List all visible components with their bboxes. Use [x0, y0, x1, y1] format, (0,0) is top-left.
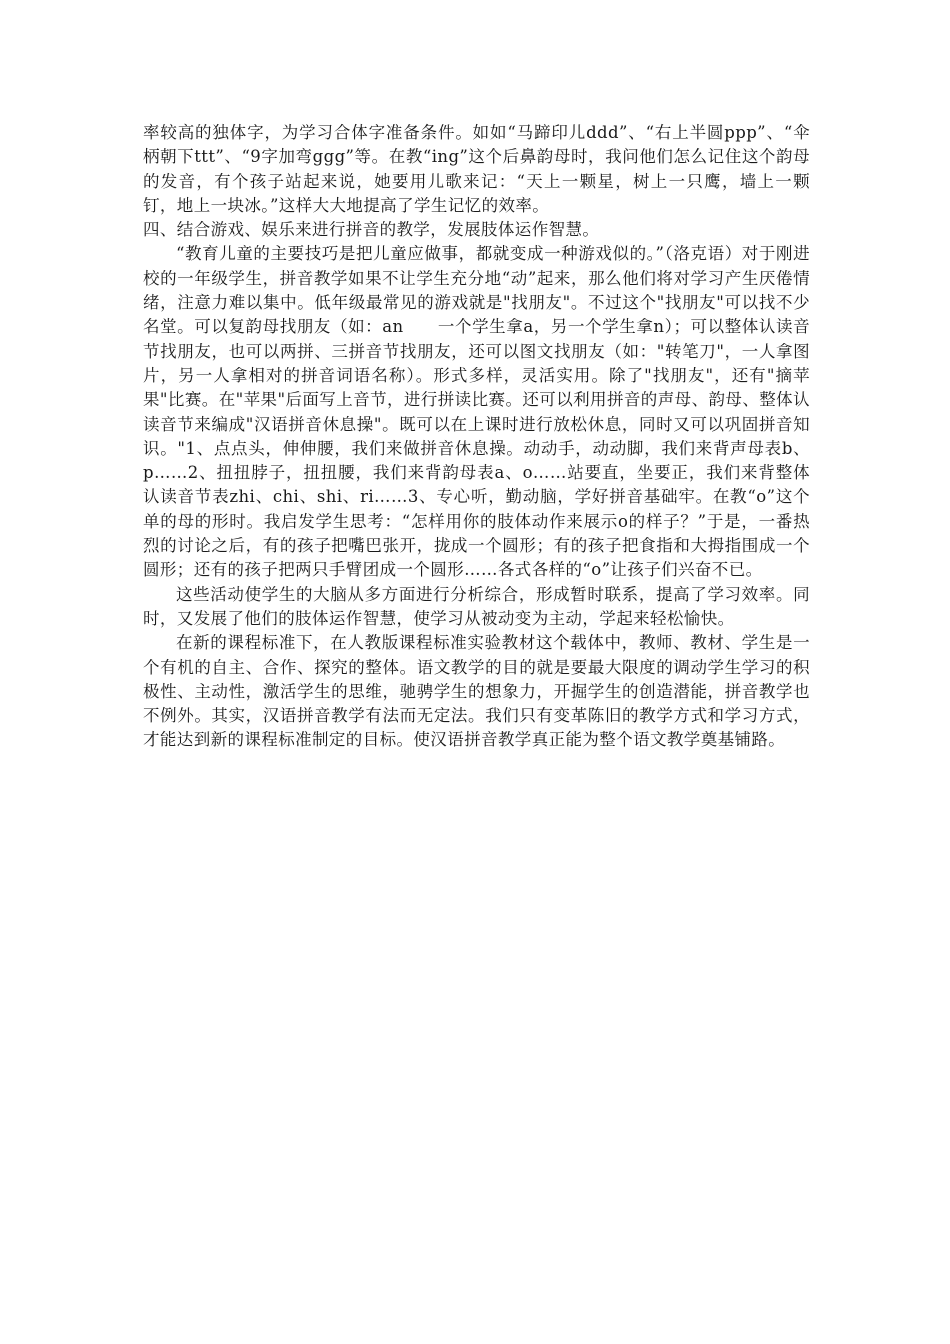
document-body: [143, 121, 810, 753]
paragraph-memory-rhymes: 率较高的独体字，为学习合体字准备条件。如如“马蹄印儿ddd”、“右上半圆ppp”、“伞柄朝下ttt”、“9字加弯ggg”等。在教“ing”这个后鼻韵母时，我问他们怎么记住这个韵母的发音，有个孩子站起来说，她要用儿歌来记：“天上一颗星，树上一只鹰，墙上一颗钉，地上一块冰。”这样大大地提高了学生记忆的效率。: [143, 123, 810, 215]
section-heading-games: 四、结合游戏、娱乐来进行拼音的教学，发展肢体运作智慧。: [143, 220, 600, 240]
paragraph-activity-benefits: 这些活动使学生的大脑从多方面进行分析综合，形成暂时联系，提高了学习效率。同时，又发展了他们的肢体运作智慧，使学习从被动变为主动，学起来轻松愉快。: [143, 584, 810, 628]
paragraph-conclusion: 在新的课程标准下，在人教版课程标准实验教材这个载体中，教师、教材、学生是一个有机的自主、合作、探究的整体。语文教学的目的就是要最大限度的调动学生学习的积极性、主动性，激活学生的思维，驰骋学生的想象力，开掘学生的创造潜能，拼音教学也不例外。其实，汉语拼音教学有法而无定法。我们只有变革陈旧的教学方式和学习方式，才能达到新的课程标准制定的目标。使汉语拼音教学真正能为整个语文教学奠基铺路。: [143, 633, 810, 750]
paragraph-games-activities: “教育儿童的主要技巧是把儿童应做事，都就变成一种游戏似的。”（洛克语）对于刚进校的一年级学生，拼音教学如果不让学生充分地“动”起来，那么他们将对学习产生厌倦情绪，注意力难以集中。低年级最常见的游戏就是"找朋友"。不过这个"找朋友"可以找不少名堂。可以复韵母找朋友（如：an 一个学生拿a，另一个学生拿n）；可以整体认读音节找朋友，也可以两拼、三拼音节找朋友，还可以图文找朋友（如："转笔刀"，一人拿图片，另一人拿相对的拼音词语名称）。形式多样，灵活实用。除了"找朋友"，还有"摘苹果"比赛。在"苹果"后面写上音节，进行拼读比赛。还可以利用拼音的声母、韵母、整体认读音节来编成"汉语拼音休息操"。既可以在上课时进行放松休息，同时又可以巩固拼音知识。"1、点点头，伸伸腰，我们来做拼音休息操。动动手，动动脚，我们来背声母表b、p……2、扭扭脖子，扭扭腰，我们来背韵母表a、o……站要直，坐要正，我们来背整体认读音节表zhi、chi、shi、ri……3、专心听，勤动脑，学好拼音基础牢。在教“o”这个单的母的形时。我启发学生思考：“怎样用你的肢体动作来展示o的样子？”于是，一番热烈的讨论之后，有的孩子把嘴巴张开，拢成一个圆形；有的孩子把食指和大拇指围成一个圆形；还有的孩子把两只手臂团成一个圆形……各式各样的“o”让孩子们兴奋不已。: [143, 244, 810, 580]
